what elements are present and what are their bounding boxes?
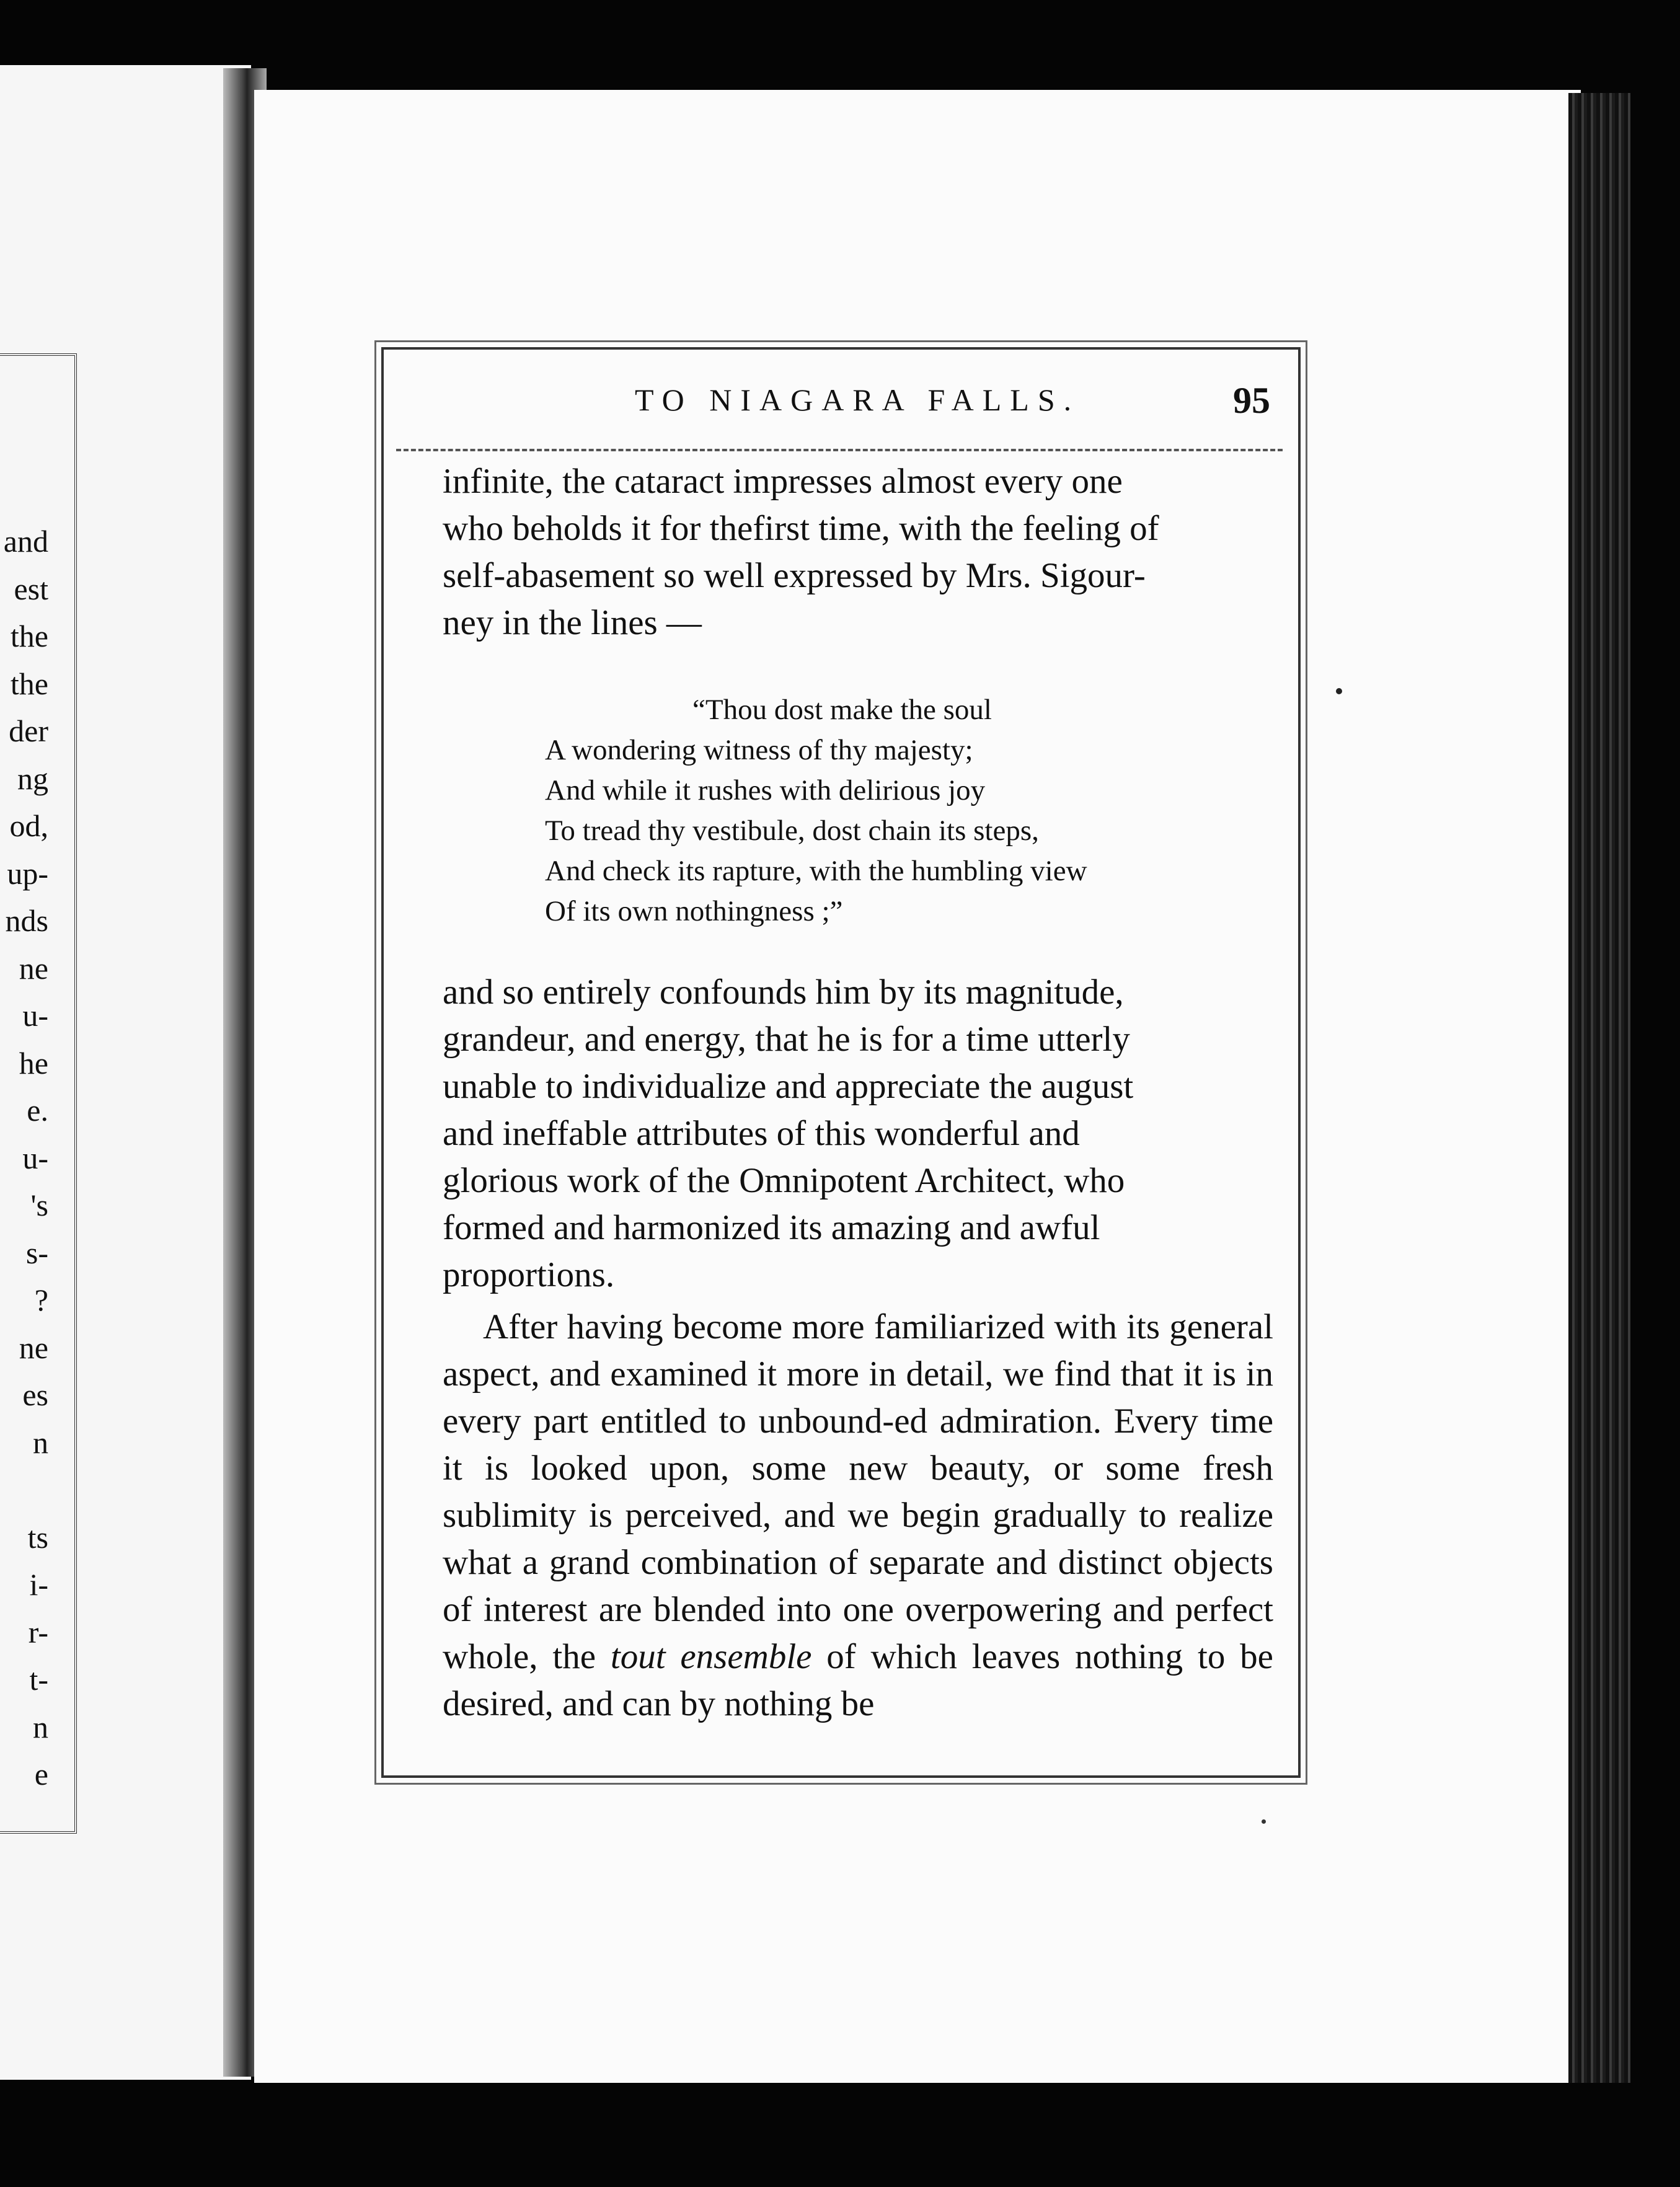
page-block-edge <box>1568 93 1630 2083</box>
body-text <box>443 458 1273 1728</box>
text-line: who beholds it for thefirst time, with the feeling of <box>443 509 1159 548</box>
text-line: glorious work of the Omnipotent Architect, who <box>443 1161 1125 1200</box>
facing-page-fragment: nds <box>5 903 48 938</box>
facing-page-fragment <box>0 1466 48 1514</box>
text-line: ney in the lines — <box>443 603 702 642</box>
facing-page-fragment: od, <box>9 808 48 843</box>
italic-phrase: tout ensemble <box>610 1637 812 1676</box>
facing-page-fragment: e <box>34 1757 48 1792</box>
facing-page-fragment: t- <box>29 1662 48 1697</box>
facing-page-fragment: ne <box>19 950 48 986</box>
text-frame <box>381 347 1301 1778</box>
facing-page-fragment: up- <box>7 855 48 891</box>
poem-line: And while it rushes with delirious joy <box>545 774 986 806</box>
facing-page-fragment: ts <box>27 1519 48 1555</box>
poem-line: To tread thy vestibule, dost chain its steps, <box>545 815 1039 847</box>
continuation-paragraph <box>443 969 1273 1299</box>
text-line: and so entirely confounds him by its magnitude, <box>443 973 1124 1012</box>
facing-page-fragment: n <box>33 1425 48 1460</box>
ink-speck <box>1262 1819 1266 1824</box>
facing-page-fragment: the <box>10 619 48 653</box>
text-line: unable to individualize and appreciate the august <box>443 1067 1134 1106</box>
facing-page-fragment: est <box>14 571 48 606</box>
facing-page-fragment: ne <box>19 1330 48 1365</box>
facing-page-fragment: u- <box>22 1140 48 1175</box>
facing-page-fragment: the <box>10 666 48 701</box>
facing-page-fragment: n <box>33 1709 48 1744</box>
opening-paragraph <box>443 458 1273 647</box>
running-head <box>384 382 1298 438</box>
facing-page-fragment: ? <box>34 1283 48 1317</box>
final-paragraph <box>443 1304 1273 1728</box>
facing-page-fragment: i- <box>29 1567 48 1602</box>
facing-page-fragment: es <box>22 1377 48 1412</box>
ornamental-rule <box>396 449 1283 451</box>
poem-line: “Thou dost make the soul <box>692 694 992 726</box>
text-line: self-abasement so well expressed by Mrs. Sigour- <box>443 556 1146 595</box>
facing-page-fragment: der <box>9 714 48 748</box>
paragraph-text: of which leaves nothing to be desired, and can by nothing be <box>443 1637 1273 1723</box>
facing-page-fragment: ng <box>17 761 48 796</box>
facing-page-fragment: u- <box>22 998 48 1033</box>
quoted-poem <box>545 690 1273 932</box>
facing-page-fragment: r- <box>28 1614 48 1650</box>
text-line: infinite, the cataract impresses almost every one <box>443 462 1123 501</box>
page-number: 95 <box>1233 380 1270 421</box>
text-line: and ineffable attributes of this wonderful and <box>443 1114 1080 1153</box>
text-line: proportions. <box>443 1255 615 1294</box>
text-line: formed and harmonized its amazing and awful <box>443 1208 1100 1247</box>
paragraph-text: After having become more familiarized with its general aspect, and examined it more in detail, we find that it is in every part entitled to unbound-ed admiration. Every time it is looked upon, some new beauty, or some fresh sublimity is perceived, and we begin gradually to realize what a grand combination of separate and distinct objects of interest are blended into one overpowering and perfect whole, the <box>443 1307 1273 1676</box>
facing-page-fragment: he <box>19 1045 48 1080</box>
text-line: grandeur, and energy, that he is for a time utterly <box>443 1020 1130 1059</box>
facing-page-fragment: and <box>3 524 48 559</box>
poem-line: And check its rapture, with the humbling view <box>545 855 1087 887</box>
poem-line: Of its own nothingness ;” <box>545 895 843 927</box>
facing-page-fragment: e. <box>27 1093 48 1128</box>
facing-page-fragment: s- <box>25 1235 48 1270</box>
running-head-title: TO NIAGARA FALLS. <box>635 382 1081 417</box>
facing-page-fragment: 's <box>30 1188 48 1222</box>
facing-page-text-fragments <box>0 518 48 1798</box>
ink-speck <box>1336 688 1342 694</box>
poem-line: A wondering witness of thy majesty; <box>545 734 973 766</box>
facing-page-left <box>0 65 251 2080</box>
